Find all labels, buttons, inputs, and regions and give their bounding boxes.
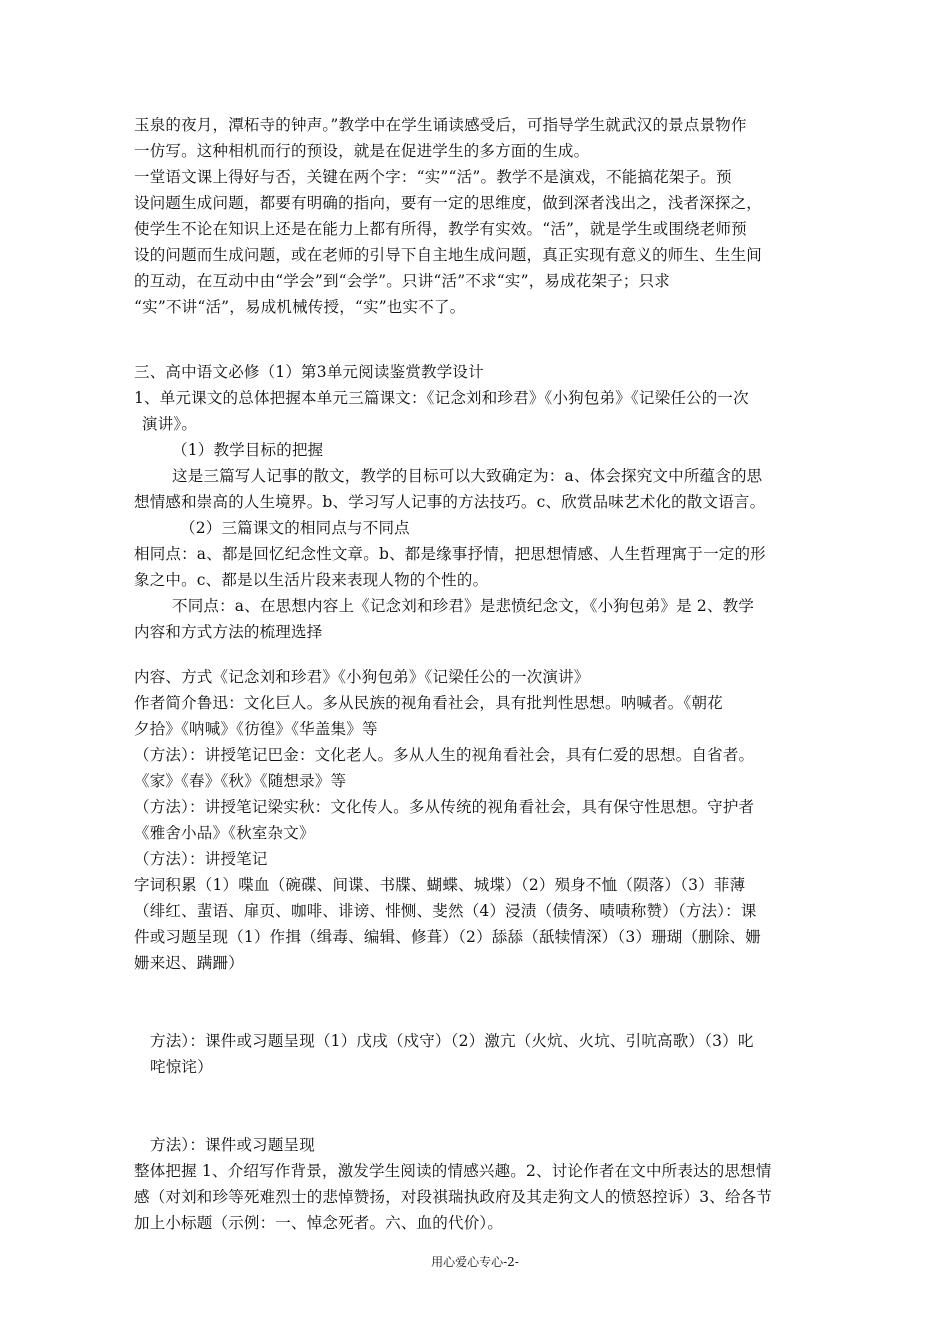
text-line: 作者简介鲁迅：文化巨人。多从民族的视角看社会，具有批判性思想。呐喊者。《朝花 — [134, 694, 723, 712]
text-line: 的互动，在互动中由“学会”到“会学”。只讲“活”不求“实”，易成花架子；只求 — [134, 272, 670, 290]
text-line: 姗来迟、蹒跚） — [134, 954, 244, 972]
text-line: 方法）：课件或习题呈现 — [150, 1136, 315, 1154]
text-line: 内容和方式方法的梳理选择 — [134, 623, 323, 641]
text-line: 夕拾》《呐喊》《彷徨》《华盖集》等 — [134, 720, 378, 738]
text-line: 设问题生成问题，都要有明确的指向，要有一定的思维度，做到深者浅出之，浅者深探之， — [134, 194, 763, 212]
text-line: 方法）：课件或习题呈现（1）戊戌（戍守）（2）激亢（火炕、火坑、引吭高歌）（3）叱 — [150, 1032, 754, 1050]
text-line: 整体把握 1、介绍写作背景，激发学生阅读的情感兴趣。2、讨论作者在文中所表达的思想情 — [134, 1162, 772, 1180]
text-line: 玉泉的夜月，潭柘寺的钟声。”教学中在学生诵读感受后，可指导学生就武汉的景点景物作 — [134, 116, 747, 134]
text-line: 咤惊诧） — [150, 1058, 213, 1076]
text-line: 字词积累（1）喋血（碗碟、间谍、书牒、蝴蝶、城堞）（2）殒身不恤（陨落）（3）菲薄 — [134, 876, 746, 894]
text-line: 内容、方式《记念刘和珍君》《小狗包弟》《记梁任公的一次演讲》 — [134, 668, 590, 686]
text-line: 一堂语文课上得好与否，关键在两个字：“实”“活”。教学不是演戏，不能搞花架子。预 — [134, 168, 732, 186]
subheading: （2）三篇课文的相同点与不同点 — [180, 519, 410, 537]
text-line: 设的问题而生成问题，或在老师的引导下自主地生成问题，真正实现有意义的师生、生生间 — [134, 246, 763, 264]
text-line: （方法）：讲授笔记巴金：文化老人。多从人生的视角看社会，具有仁爱的思想。自省者。 — [134, 746, 755, 764]
subheading: （1）教学目标的把握 — [172, 441, 324, 459]
text-line: 《家》《春》《秋》《随想录》等 — [134, 772, 347, 790]
page-footer: 用心爱心专心-2- — [431, 1255, 519, 1269]
text-line: 使学生不论在知识上还是在能力上都有所得，教学有实效。“活”，就是学生或围绕老师预 — [134, 220, 747, 238]
text-line: 件或习题呈现（1）作揖（缉毒、编辑、修葺）（2）舔舔（舐犊情深）（3）珊瑚（删除、姗 — [134, 928, 761, 946]
text-line: 这是三篇写人记事的散文，教学的目标可以大致确定为：a、体会探究文中所蕴含的思 — [172, 467, 763, 485]
text-line: 感（对刘和珍等死难烈士的悲悼赞扬，对段祺瑞执政府及其走狗文人的愤怒控诉）3、给各节 — [134, 1188, 773, 1206]
text-line: 不同点：a、在思想内容上《记念刘和珍君》是悲愤纪念文，《小狗包弟》是 2、教学 — [172, 597, 755, 615]
text-line: 一仿写。这种相机而行的预设，就是在促进学生的多方面的生成。 — [134, 142, 590, 160]
text-line: “实”不讲“活”，易成机械传授，“实”也实不了。 — [134, 298, 466, 316]
text-line: 1、单元课文的总体把握本单元三篇课文：《记念刘和珍君》《小狗包弟》《记梁任公的一次 — [134, 389, 749, 407]
text-line: 象之中。c、都是以生活片段来表现人物的个性的。 — [134, 571, 489, 589]
text-line: 相同点：a、都是回忆纪念性文章。b、都是缘事抒情，把思想情感、人生哲理寓于一定的形 — [134, 545, 766, 563]
text-line: 想情感和崇高的人生境界。b、学习写人记事的方法技巧。c、欣赏品味艺术化的散文语言。 — [134, 493, 766, 511]
section-heading: 三、高中语文必修（1）第3单元阅读鉴赏教学设计 — [134, 363, 484, 381]
text-line: 演讲》。 — [142, 415, 198, 433]
text-line: （方法）：讲授笔记梁实秋：文化传人。多从传统的视角看社会，具有保守性思想。守护者 — [134, 798, 755, 816]
text-line: 加上小标题（示例：一、悼念死者。六、血的代价）。 — [134, 1214, 504, 1232]
text-line: 《雅舍小品》《秋室杂文》 — [134, 824, 315, 842]
text-line: （方法）：讲授笔记 — [134, 850, 268, 868]
text-line: （绯红、蜚语、扉页、咖啡、诽谤、悱恻、斐然（4）浸渍（债务、啧啧称赞）（方法）：课 — [134, 902, 757, 920]
